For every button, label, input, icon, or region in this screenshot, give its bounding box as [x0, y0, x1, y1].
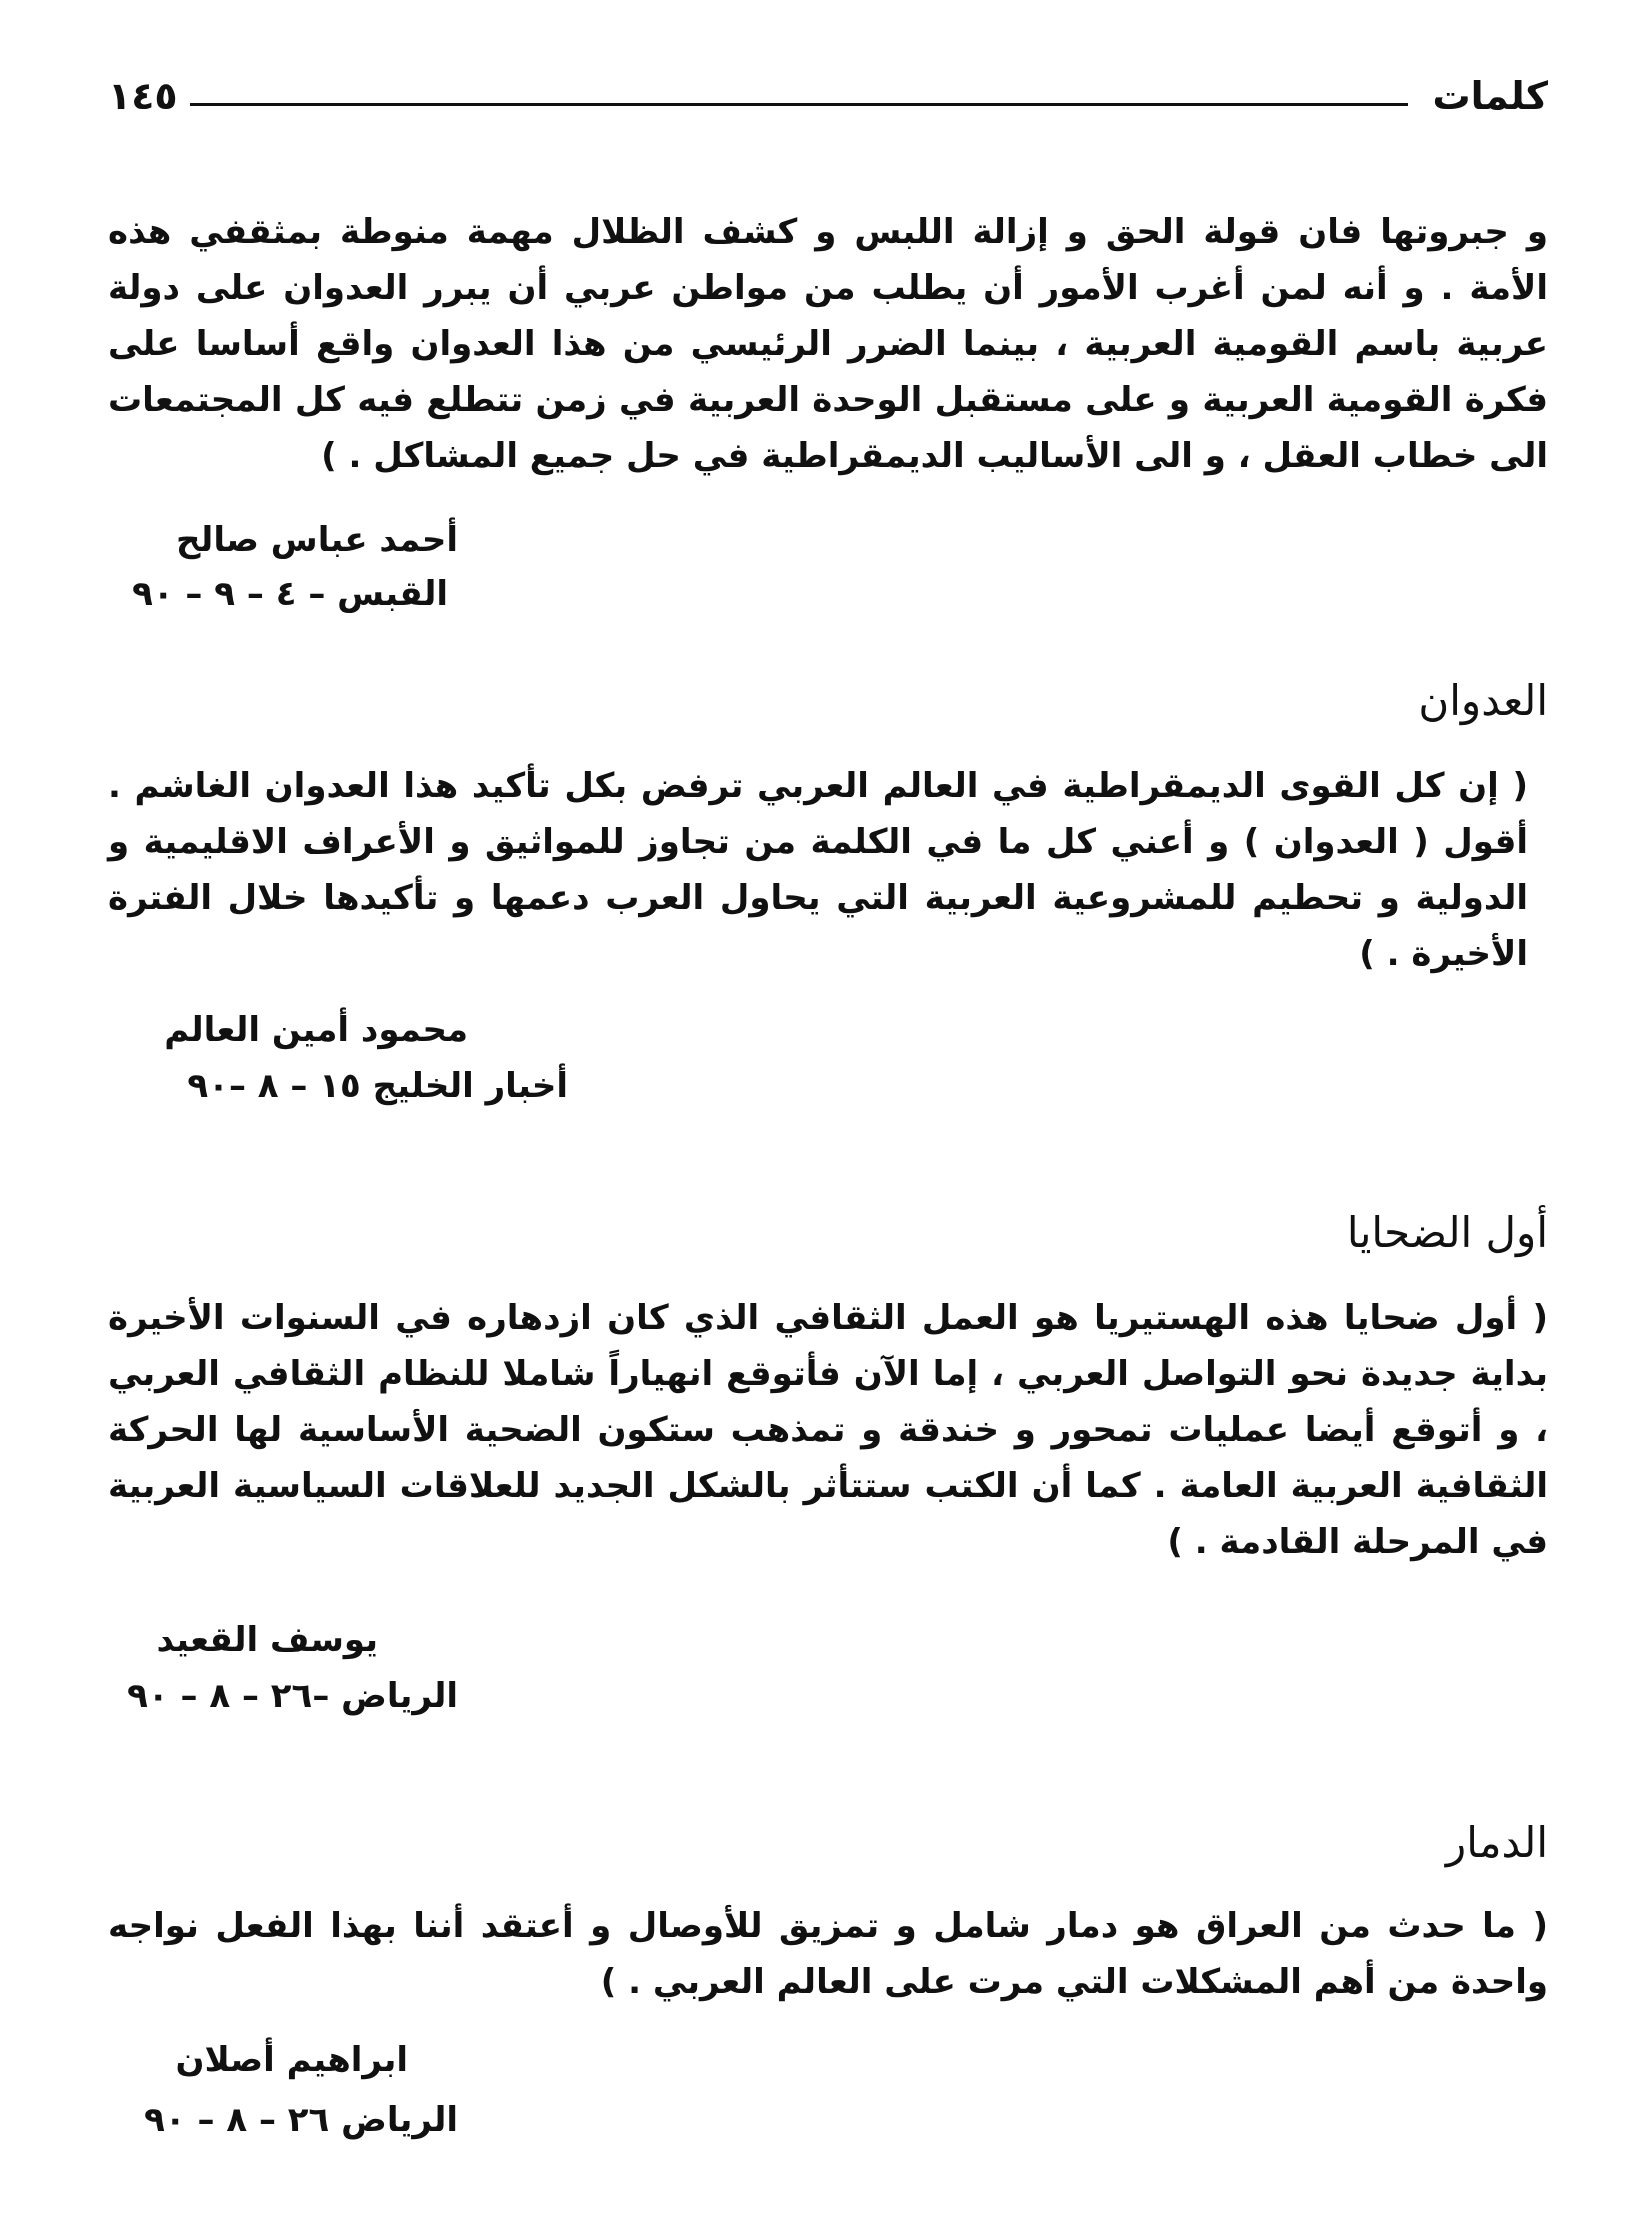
section-aggression-paragraph: ( إن كل القوى الديمقراطية في العالم العربي ترفض بكل تأكيد هذا العدوان الغاشم . أقول ( العدوان ) و أعني كل ما في الكلمة من تجاوز للمواثيق و الأعراف الاقليمية و الدولية و تحطيم للمشروعية العربية التي يحاول العرب دعمها و تأكيدها خلال الفترة الأخيرة . ) — [108, 766, 1528, 974]
section-destruction-source: الرياض ٢٦ – ٨ – ٩٠ — [144, 2100, 458, 2140]
section-aggression-source: أخبار الخليج ١٥ – ٨ –٩٠ — [187, 1066, 568, 1106]
page-number: ١٤٥ — [108, 74, 178, 118]
header-divider — [190, 103, 1408, 106]
section-title-destruction: الدمار — [1445, 1818, 1548, 1867]
intro-author: أحمد عباس صالح — [176, 520, 458, 560]
section-aggression-author: محمود أمين العالم — [164, 1010, 468, 1050]
section-title-aggression: العدوان — [1418, 676, 1548, 725]
section-first-victims-source: الرياض –٢٦ – ٨ – ٩٠ — [127, 1676, 458, 1716]
section-first-victims-paragraph: ( أول ضحايا هذه الهستيريا هو العمل الثقافي الذي كان ازدهاره في السنوات الأخيرة بداية جديدة نحو التواصل العربي ، إما الآن فأتوقع انهياراً شاملا للنظام الثقافي العربي ، و أتوقع أيضا عمليات تمحور و خندقة و تمذهب ستكون الضحية الأساسية لها الحركة الثقافية العربية العامة . كما أن الكتب ستتأثر بالشكل الجديد للعلاقات السياسية العربية في المرحلة القادمة . ) — [108, 1298, 1548, 1562]
intro-paragraph: و جبروتها فان قولة الحق و إزالة اللبس و كشف الظلال مهمة منوطة بمثقفي هذه الأمة . و أنه لمن أغرب الأمور أن يطلب من مواطن عربي أن يبرر العدوان على دولة عربية باسم القومية العربية ، بينما الضرر الرئيسي من هذا العدوان واقع أساسا على فكرة القومية العربية و على مستقبل الوحدة العربية في زمن تتطلع فيه كل المجتمعات الى خطاب العقل ، و الى الأساليب الديمقراطية في حل جميع المشاكل . ) — [108, 212, 1548, 476]
intro-source: القبس – ٤ – ٩ – ٩٠ — [132, 574, 448, 614]
section-title-first-victims: أول الضحايا — [1346, 1208, 1548, 1257]
section-first-victims-author: يوسف القعيد — [156, 1620, 378, 1660]
running-header-title: كلمات — [1432, 74, 1548, 118]
section-destruction-author: ابراهيم أصلان — [175, 2040, 408, 2080]
section-destruction-paragraph: ( ما حدث من العراق هو دمار شامل و تمزيق للأوصال و أعتقد أننا بهذا الفعل نواجه واحدة من أهم المشكلات التي مرت على العالم العربي . ) — [108, 1906, 1548, 2002]
